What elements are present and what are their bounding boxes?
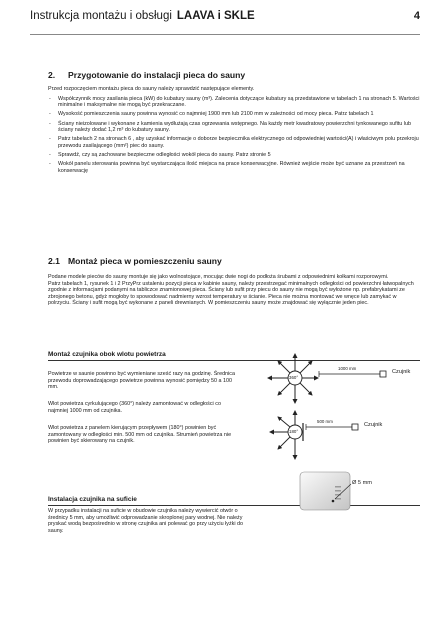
sensor-housing-drawing — [280, 470, 380, 530]
inlet-360-sensor-label: Czujnik — [392, 369, 411, 375]
section-2-title: Przygotowanie do instalacji pieca do sauny — [68, 70, 246, 80]
page-header — [30, 10, 420, 30]
bullet-item: - Sprawdź, czy są zachowane bezpieczne odległości wokół pieca do sauny. Patrz stronie 5 — [48, 152, 420, 159]
inlet-360-distance-label: 1000 mm — [338, 366, 357, 371]
bullet-item: - Patrz tabelach 2 na stronach 6 , aby uzyskać informacje o doborze bezpiecznika elektrycznego od odpowiedniej wartości(A) i właściwym polu przekroju przewodu zasilającego (mm²) piec do sauny. — [48, 136, 420, 149]
inlet-360-angle-label: 360° — [289, 375, 299, 380]
sensor-inlet-p3: Wlot powietrza z panelem kierującym przepływem (180°) powinien być zamontowany w odległości min. 500 mm od czujnika. Strumień powietrza nie powinien być skierowany na czujnik. — [48, 425, 232, 445]
header-divider — [30, 34, 420, 35]
title-models: LAAVA i SKLE — [176, 10, 255, 22]
hole-diameter-label: Ø 5 mm — [352, 480, 372, 486]
section-2-body — [48, 86, 420, 177]
bullet-item: - Wysokość pomieszczenia sauny powinna wynosić co najmniej 1900 mm lub 2100 mm w zależności od mocy pieca. Patrz tabelach 1 — [48, 111, 420, 118]
inlet-180-arrows — [262, 409, 432, 463]
sensor-inlet-p1: Powietrze w saunie powinno być wymieniane sześć razy na godzinę. Średnica przewodu doprowadzającego powietrze powinna wynosić pomiędzy 50 a 100 mm. — [48, 371, 235, 391]
sensor-inlet-p2: Wlot powietrza cyrkulującego (360°) należy zamontować w odległości co najmniej 1000 mm od czujnika. — [48, 401, 221, 414]
inlet-360-diagram — [262, 351, 432, 407]
bullet-item: - Współczynnik mocy zasilania pieca (kW) do kubatury sauny (m³). Zalecenia dotyczące kubatury są przedstawione w tabelach 1 na stronach 5. Wartości minimalne i maksymalne nie mogą być przekraczane. — [48, 96, 420, 109]
title-prefix: Instrukcja montażu i obsługi — [30, 10, 172, 22]
section-2-bullet-list — [48, 96, 420, 175]
sensor-inlet-title: Montaż czujnika obok wlotu powietrza — [48, 351, 166, 358]
inlet-360-arrows — [262, 351, 432, 407]
sensor-ceiling-body: W przypadku instalacji na suficie w obudowie czujnika należy wywiercić otwór o średnicy 5 mm, aby umożliwić odprowadzanie skroplonej pary wodnej. Nie należy pryskać wodą bezpośrednio w stronę czujnika ani polewać go przy użyciu łyżki do sauny. — [48, 508, 244, 534]
section-2-1-body: Podane modele pieców do sauny montuje się jako wolnostojące, mocując dwie nogi do podłoża śrubami z odpowiednimi kołkami rozporowymi. Patrz tabelach 1, rysunek 1 i 2 PrzyPrz ustaleniu pozycji pieca w kabinie sauny, należy przestrzegać minimalnych odległości od powierzchni łatwopalnych zgodnie z informacjami podanymi na tabliczce znamionowej pieca. Ściany lub sufit przy piecu do sauny nie mogą być wyłożone np. prefabrykatami ze zbrojonego betonu, gdyż mogłoby to spowodować nadmierny wzrost temperatury w ścianie. Pieca nie można montować we wnęce lub zamykać w polrzyciu. Ściany i sufit mogą być wykonane z paneli drewnianych. W pomieszczeniu sauny może znajdować się wyłącznie jeden piec. — [48, 274, 414, 307]
section-2-1-number: 2.1 — [48, 256, 60, 266]
section-2-heading — [48, 70, 245, 80]
bullet-item: - Wokół panelu sterowania powinna być wystarczająca ilość miejsca na prace konserwacyjne. Również wejście może być uznane za przestrzeń na konserwację — [48, 161, 420, 174]
sensor-ceiling-title: Instalacja czujnika na suficie — [48, 496, 137, 503]
inlet-180-angle-label: 180° — [289, 429, 299, 434]
section-2-1-title: Montaż pieca w pomieszczeniu sauny — [68, 256, 222, 266]
inlet-180-distance-label: 500 mm — [317, 419, 333, 424]
section-2-1-heading — [48, 256, 222, 266]
inlet-180-sensor-label: Czujnik — [364, 422, 383, 428]
page-number: 4 — [413, 10, 420, 22]
section-2-number: 2. — [48, 70, 56, 80]
bullet-item: - Ściany nieizolowane i wykonane z kamienia wydłużają czas ogrzewania wstępnego. Na każdy metr kwadratowy powierzchni tynkowanego sufitu lub ściany należy dodać 1,2 m³ do kubatury sauny. — [48, 121, 420, 134]
document-title — [30, 10, 255, 22]
inlet-180-diagram — [262, 409, 432, 463]
sensor-housing-illustration — [280, 470, 380, 530]
section-2-intro: Przed rozpoczęciem montażu pieca do sauny należy sprawdzić następujące elementy. — [48, 86, 255, 92]
